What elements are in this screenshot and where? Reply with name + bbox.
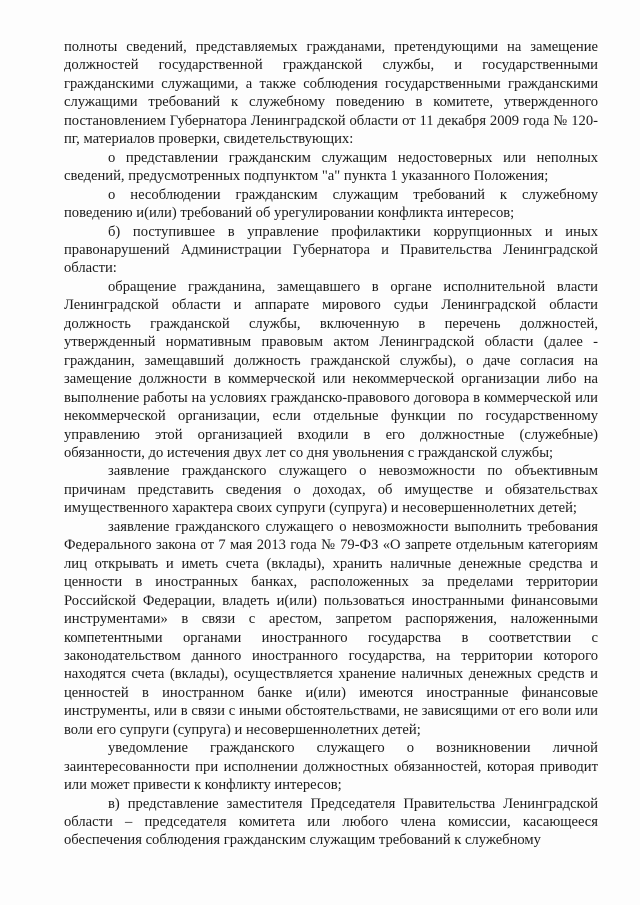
document-body bbox=[64, 38, 598, 850]
paragraph-income-statement: заявление гражданского служащего о невозможности по объективным причинам представить сведения о доходах, об имуществе и обязательствах имущественного характера своих супруги (супруга) и несовершеннолетних детей; bbox=[64, 463, 598, 517]
paragraph-unreliable-info: о представлении гражданским служащим недостоверных или неполных сведений, предусмотренных подпунктом "а" пункта 1 указанного Положения; bbox=[64, 149, 598, 185]
paragraph-citizen-appeal: обращение гражданина, замещавшего в органе исполнительной власти Ленинградской области и аппарате мирового судьи Ленинградской области должность гражданской службы, включенную в перечень должностей, утвержденный нормативным правовым актом Ленинградской области (далее - гражданин, замещавший должность гражданской службы), о даче согласия на замещение должности в коммерческой или некоммерческой организации либо на выполнение работы на условиях гражданско-правового договора в коммерческой или некоммерческой организации, если отдельные функции по государственному управлению этой организацией входили в его должностные (служебные) обязанности, до истечения двух лет со дня увольнения с гражданской службы; bbox=[64, 278, 598, 461]
paragraph-foreign-accounts: заявление гражданского служащего о невозможности выполнить требования Федерального закона от 7 мая 2013 года № 79-ФЗ «О запрете отдельным категориям лиц открывать и иметь счета (вклады), хранить наличные денежные средства и ценности в иностранных банках, расположенных за пределами территории Российской Федерации, владеть и(или) пользоваться иностранными финансовыми инструментами» в связи с арестом, запретом распоряжения, наложенными компетентными органами иностранного государства в соответствии с законодательством данного иностранного государства, на территории которого находятся счета (вклады), осуществляется хранение наличных денежных средств и ценностей в иностранном банке и(или) имеются иностранные финансовые инструменты, или в связи с иными обстоятельствами, не зависящими от его воли или воли его супруги (супруга) и несовершеннолетних детей; bbox=[64, 518, 598, 738]
paragraph-section-b: б) поступившее в управление профилактики коррупционных и иных правонарушений Администрации Губернатора и Правительства Ленинградской области: bbox=[64, 223, 598, 277]
paragraph-section-v: в) представление заместителя Председателя Правительства Ленинградской области – председателя комитета или любого члена комиссии, касающееся обеспечения соблюдения гражданским служащим требований к служебному bbox=[64, 795, 598, 849]
paragraph-continuation: полноты сведений, представляемых гражданами, претендующими на замещение должностей государственной гражданской службы, и государственными гражданскими служащими, а также соблюдения государственными гражданскими служащими требований к служебному поведению в комитете, утвержденного постановлением Губернатора Ленинградской области от 11 декабря 2009 года № 120-пг, материалов проверки, свидетельствующих: bbox=[64, 39, 598, 148]
paragraph-noncompliance: о несоблюдении гражданским служащим требований к служебному поведению и(или) требований об урегулировании конфликта интересов; bbox=[64, 186, 598, 222]
paragraph-conflict-notice: уведомление гражданского служащего о возникновении личной заинтересованности при исполнении должностных обязанностей, которая приводит или может привести к конфликту интересов; bbox=[64, 740, 598, 794]
